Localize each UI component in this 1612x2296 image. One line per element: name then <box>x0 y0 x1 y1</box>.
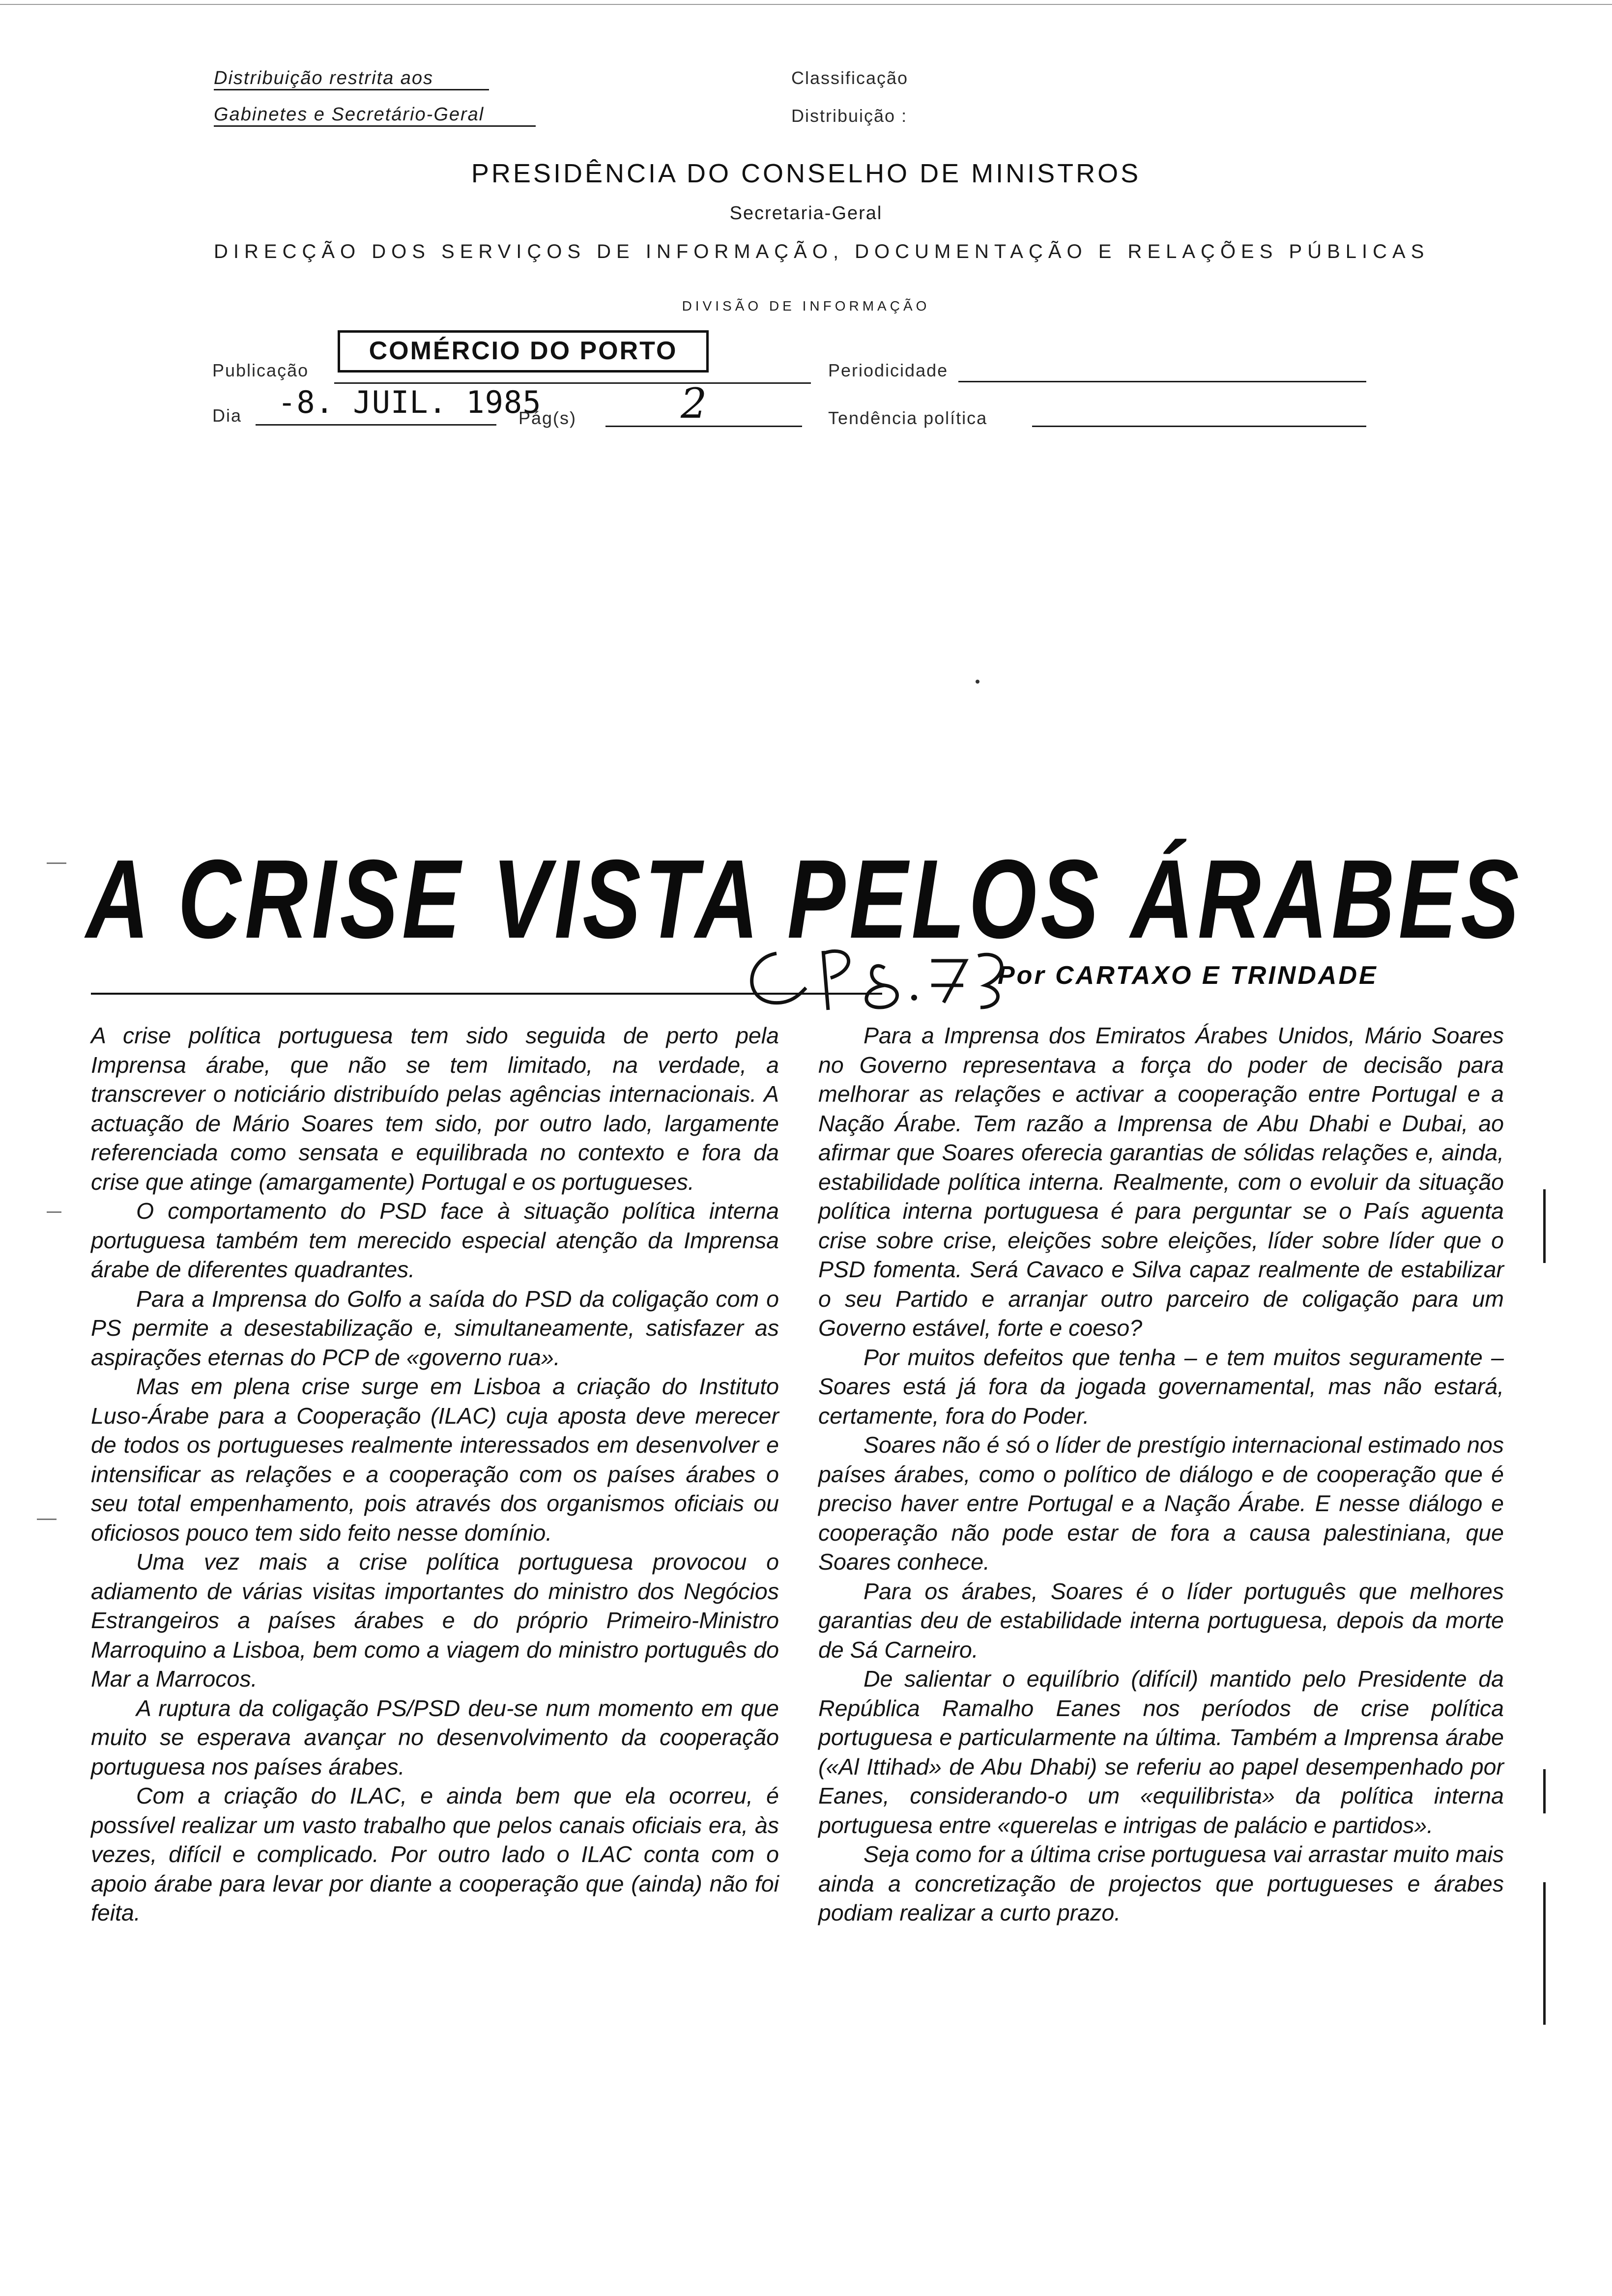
article-paragraph: Soares não é só o líder de prestígio internacional estimado nos países árabes, como o político de diálogo e de cooperação que é preciso haver entre Portugal e a Nação Árabe. E nesse diálogo e cooperação não pode estar de fora a causa palestiniana, que Soares conhece. <box>818 1432 1504 1575</box>
article-paragraph: Uma vez mais a crise política portuguesa provocou o adiamento de várias visitas importantes do ministro dos Negócios Estrangeiros a países árabes e do próprio Primeiro-Ministro Marroquino a Lisboa, bem como a viagem do ministro português do Mar a Marrocos. <box>91 1549 779 1692</box>
article-paragraph: Seja como for a última crise portuguesa vai arrastar muito mais ainda a concretização de projectos que portugueses e árabes podiam realizar a curto prazo. <box>818 1841 1504 1925</box>
dia-label: Dia <box>212 405 242 426</box>
secretaria-geral: Secretaria-Geral <box>729 203 883 224</box>
periodicidade-label: Periodicidade <box>828 360 949 380</box>
dia-field-line <box>256 424 496 426</box>
handwritten-annotation <box>737 939 1012 1012</box>
distribution-restriction-line1: Distribuição restrita aos <box>214 68 489 90</box>
divisao-informacao: DIVISÃO DE INFORMAÇÃO <box>682 298 930 314</box>
stray-margin-mark <box>47 1211 61 1213</box>
article-paragraph: Por muitos defeitos que tenha – e tem muitos seguramente – Soares está já fora da jogada governamental, mas não estará, certamente, fora do Poder. <box>818 1344 1504 1429</box>
publicacao-box: COMÉRCIO DO PORTO <box>338 330 709 373</box>
tendencia-field-line <box>1032 426 1366 427</box>
stray-margin-mark <box>47 862 66 864</box>
page-top-edge <box>0 4 1612 5</box>
article-paragraph: Para a Imprensa do Golfo a saída do PSD da coligação com o PS permite a desestabilização e, simultaneamente, satisfazer as aspirações eternas do PCP de «governo rua». <box>91 1286 779 1370</box>
stray-margin-mark <box>37 1519 57 1520</box>
article-paragraph: Para os árabes, Soares é o líder português que melhores garantias deu de estabilidade interna portuguesa, depois da morte de Sá Carneiro. <box>818 1578 1504 1663</box>
tendencia-label: Tendência política <box>828 408 988 428</box>
margin-bar <box>1543 1882 1546 2025</box>
publicacao-field-line <box>334 382 811 384</box>
article-column-left <box>91 1021 779 1928</box>
direccao-servicos: DIRECÇÃO DOS SERVIÇOS DE INFORMAÇÃO, DOCUMENTAÇÃO E RELAÇÕES PÚBLICAS <box>214 241 1430 262</box>
periodicidade-field-line <box>958 381 1366 382</box>
article-paragraph: A crise política portuguesa tem sido seguida de perto pela Imprensa árabe, que não se tem limitado, na verdade, a transcrever o noticiário distribuído pelas agências internacionais. A actuação de Mário Soares tem sido, por outro lado, largamente referenciada como sensata e equilibrada no contexto e fora da crise que atinge (amargamente) Portugal e os portugueses. <box>91 1023 779 1195</box>
article-headline: A CRISE VISTA PELOS ÁRABES <box>86 837 1523 962</box>
presidencia-heading: PRESIDÊNCIA DO CONSELHO DE MINISTROS <box>471 159 1141 188</box>
article-paragraph: Para a Imprensa dos Emiratos Árabes Unidos, Mário Soares no Governo representava a força do poder de decisão para melhorar as relações e activar a cooperação entre Portugal e a Nação Árabe. Tem razão a Imprensa de Abu Dhabi e Dubai, ao afirmar que Soares oferecia garantias de sólidas relações e, ainda, estabilidade política interna. Realmente, com o evoluir da situação política interna portuguesa é para perguntar se o País aguenta crise sobre crise, eleições sobre eleições, líder sobre líder que o PSD fomenta. Será Cavaco e Silva capaz realmente de estabilizar o seu Partido e arranjar outro parceiro de coligação para um Governo estável, forte e coeso? <box>818 1023 1504 1341</box>
stray-dot <box>976 680 979 684</box>
pags-label: Pág(s) <box>518 408 577 428</box>
article-paragraph: Mas em plena crise surge em Lisboa a criação do Instituto Luso-Árabe para a Cooperação (ILAC) cuja aposta deve merecer de todos os portugueses realmente interessados em desenvolver e intensificar as relações e a cooperação com os países árabes o seu total empenhamento, pois através dos organismos oficiais ou oficiosos pouco tem sido feito nesse domínio. <box>91 1374 779 1546</box>
date-stamp: -8. JUIL. 1985 <box>278 384 542 420</box>
article-paragraph: A ruptura da coligação PS/PSD deu-se num momento em que muito se esperava avançar no desenvolvimento da cooperação portuguesa nos países árabes. <box>91 1695 779 1779</box>
article-paragraph: De salientar o equilíbrio (difícil) mantido pelo Presidente da República Ramalho Eanes nos períodos de crise política portuguesa e particularmente na última. Também a Imprensa árabe («Al Ittihad» de Abu Dhabi) se referiu ao papel desempenhado por Eanes, considerando-o um «equilibrista» da política interna portuguesa entre «querelas e intrigas de palácio e partidos». <box>818 1666 1504 1838</box>
distribution-restriction-line2: Gabinetes e Secretário-Geral <box>214 104 536 127</box>
article-byline: Por CARTAXO E TRINDADE <box>998 961 1378 990</box>
publicacao-label: Publicação <box>212 360 309 380</box>
classificacao-label: Classificação <box>791 68 909 88</box>
article-column-right <box>818 1021 1504 1928</box>
article-paragraph: Com a criação do ILAC, e ainda bem que ela ocorreu, é possível realizar um vasto trabalho que pelos canais oficiais era, às vezes, difícil e complicado. Por outro lado o ILAC conta com o apoio árabe para levar por diante a cooperação que (ainda) não foi feita. <box>91 1783 779 1925</box>
page-number-handwritten: 2 <box>681 379 707 428</box>
margin-bar <box>1543 1189 1546 1263</box>
article-paragraph: O comportamento do PSD face à situação política interna portuguesa também tem merecido especial atenção da Imprensa árabe de diferentes quadrantes. <box>91 1198 779 1282</box>
distribuicao-label: Distribuição : <box>791 106 908 126</box>
margin-bar <box>1543 1769 1546 1813</box>
